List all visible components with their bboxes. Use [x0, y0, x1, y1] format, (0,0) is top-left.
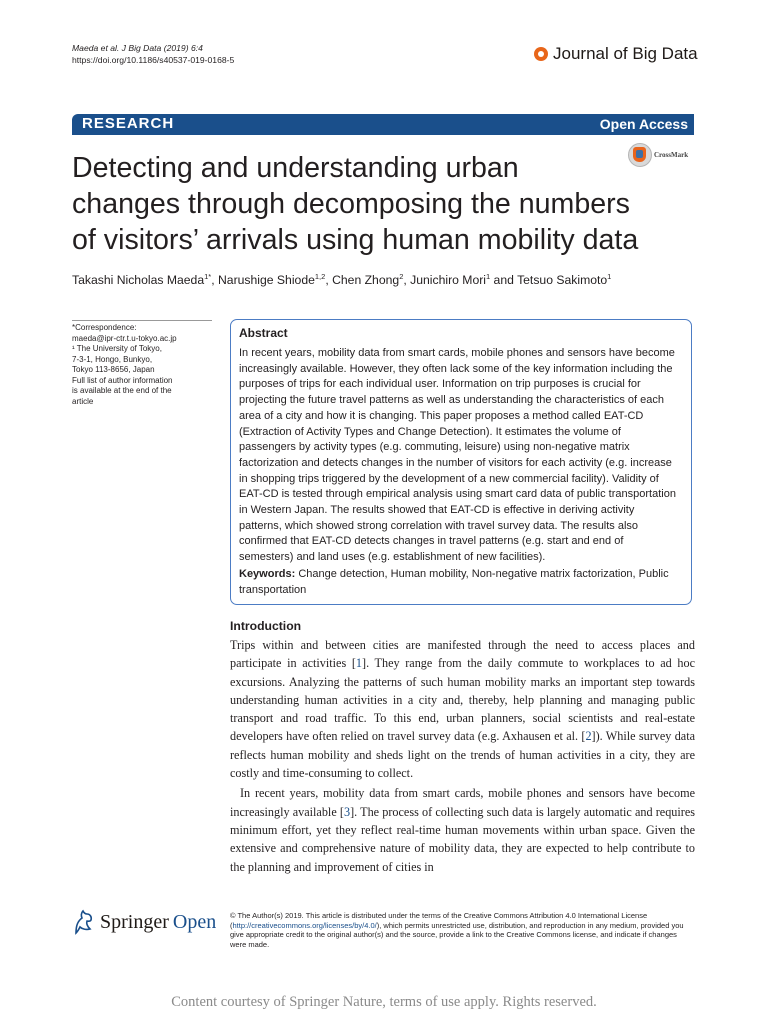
section-banner: [72, 114, 694, 135]
license-text: [230, 911, 695, 949]
author-separator: and: [490, 273, 518, 288]
abstract-heading: Abstract: [239, 326, 288, 340]
correspondence-note: [72, 320, 212, 407]
article-meta: [72, 42, 234, 66]
title-line: Detecting and understanding urban: [72, 152, 519, 184]
paragraph-text: ]. The process of collecting such data is largely automatic and requires minimum effort, yet they reflect real-time human movements within urban space. Given the extensive and comprehensive nature of mobility data, they are expected to help contribute to the planning and improvement of cities in: [230, 804, 695, 874]
journal-name: Journal of Big Data: [553, 44, 698, 63]
author-affiliation: 1*: [204, 272, 212, 281]
paper-title: [72, 150, 672, 258]
footer-notice: Content courtesy of Springer Nature, terms of use apply. Rights reserved.: [171, 994, 597, 1010]
paragraph: [230, 636, 695, 782]
crossmark-label: CrossMark: [654, 151, 689, 159]
sidebar-line: Full list of author information: [72, 375, 173, 385]
author-affiliation: 2: [399, 272, 404, 281]
doi-link[interactable]: https://doi.org/10.1186/s40537-019-0168-5: [72, 55, 235, 65]
keywords: [239, 567, 679, 598]
publisher-name: Springer: [100, 910, 169, 933]
citation-link[interactable]: 1: [355, 656, 363, 671]
sidebar-line: ¹ The University of Tokyo,: [72, 344, 162, 353]
sidebar-line: Tokyo 113-8656, Japan: [72, 365, 155, 374]
open-access-label: Open Access: [599, 116, 688, 132]
author-name[interactable]: Narushige Shiode: [217, 273, 315, 288]
author-name[interactable]: Chen Zhong: [332, 273, 400, 288]
title-line: of visitors’ arrivals using human mobility data: [72, 224, 639, 256]
abstract-text: In recent years, mobility data from smart cards, mobile phones and sensors have become increasingly available. However, they often lack some of the key information including the purposes of trips for each individual user. Information on trip purposes is crucial for projecting the future travel patterns as well as understanding the characteristics of each area of a city and how it is changing. This paper proposes a method called EAT-CD (Extraction of Activity Types and Change Detection). It estimates the volume of passengers by activity types (e.g. commuting, leisure) using non-negative matrix factorization and detects changes in the number of visitors for each activity (e.g. increase in shopping trips triggered by the development of a new commercial facility). Validity of EAT-CD is tested through empirical analysis using smart card data of public transportation in Western Japan. The results showed that EAT-CD is effective in deriving activity patterns, which showed strong correlation with travel survey data. The results also confirmed that EAT-CD detects changes in travel patterns (e.g. start and end of semesters) and land uses (e.g. establishment of new facilities).: [239, 347, 676, 564]
correspondence-email[interactable]: maeda@ipr-ctr.t.u-tokyo.ac.jp: [72, 333, 177, 343]
paragraph: [230, 784, 695, 875]
author-separator: ,: [403, 273, 411, 288]
author-separator: ,: [211, 273, 218, 288]
publisher-logo[interactable]: [72, 909, 216, 935]
author-affiliation: 1: [486, 272, 491, 281]
springer-horse-icon: [72, 909, 96, 935]
author-name[interactable]: Takashi Nicholas Maeda: [72, 273, 205, 288]
crossmark-icon: [628, 143, 652, 167]
author-affiliation: 1,2: [314, 272, 326, 281]
sidebar-line: is available at the end of the: [72, 386, 172, 395]
section-label: RESEARCH: [82, 115, 175, 132]
citation: Maeda et al. J Big Data (2019) 6:4: [72, 43, 203, 53]
introduction-body: [230, 636, 695, 876]
author-name[interactable]: Tetsuo Sakimoto: [517, 273, 608, 288]
license-part: © The Author(s) 2019. This article is distributed under the terms of the Creative Commons Attribution 4.0 International License (: [230, 911, 648, 930]
crossmark-badge[interactable]: [628, 143, 688, 167]
author-affiliation: 1: [607, 272, 612, 281]
title-line: changes through decomposing the numbers: [72, 188, 630, 220]
citation-link[interactable]: 2: [585, 729, 592, 744]
keywords-label: Keywords:: [239, 568, 296, 580]
author-separator: ,: [325, 273, 333, 288]
paragraph-text: In recent years, mobility data from smart cards, mobile phones and sensors have become increasingly available [: [230, 786, 695, 819]
sidebar-line: *Correspondence:: [72, 323, 137, 332]
sidebar-line: 7-3-1, Hongo, Bunkyo,: [72, 354, 153, 364]
citation-link[interactable]: 3: [343, 804, 351, 819]
keywords-text: Change detection, Human mobility, Non-negative matrix factorization, Public transportation: [239, 568, 669, 596]
paragraph-text: Trips within and between cities are manifested through the need to access places and participate in activities [: [230, 638, 695, 671]
section-heading: Introduction: [230, 619, 302, 633]
license-link[interactable]: http://creativecommons.org/licenses/by/4.0/: [232, 920, 377, 930]
author-name[interactable]: Junichiro Mori: [410, 273, 486, 288]
paragraph-text: ]). While survey data reflects human mobility and sheds light on the trends of human activities in a city, they are costly and time-consuming to collect.: [230, 729, 695, 781]
paragraph-text: ]. They range from the daily commute to workplaces to ad hoc excursions. Analyzing the patterns of such human mobility marks an important step towards understanding human activities in a city and, thereby, help planning and managing public transport and road traffic. To this end, urban planners, social scientists and real-estate developers have often relied on travel survey data (e.g. Axhausen et al. [: [230, 656, 695, 744]
author-list: [72, 272, 694, 287]
sidebar-line: article: [72, 396, 94, 406]
license-part: ), which permits unrestricted use, distribution, and reproduction in any medium, provided you give appropriate credit to the original author(s) and the source, provide a link to the Creative Commons license, and indicate if changes were made.: [230, 920, 684, 949]
journal-logo-icon: [534, 47, 548, 61]
abstract-box: [230, 319, 692, 605]
journal-brand[interactable]: [534, 44, 698, 64]
publisher-suffix: Open: [172, 910, 217, 933]
